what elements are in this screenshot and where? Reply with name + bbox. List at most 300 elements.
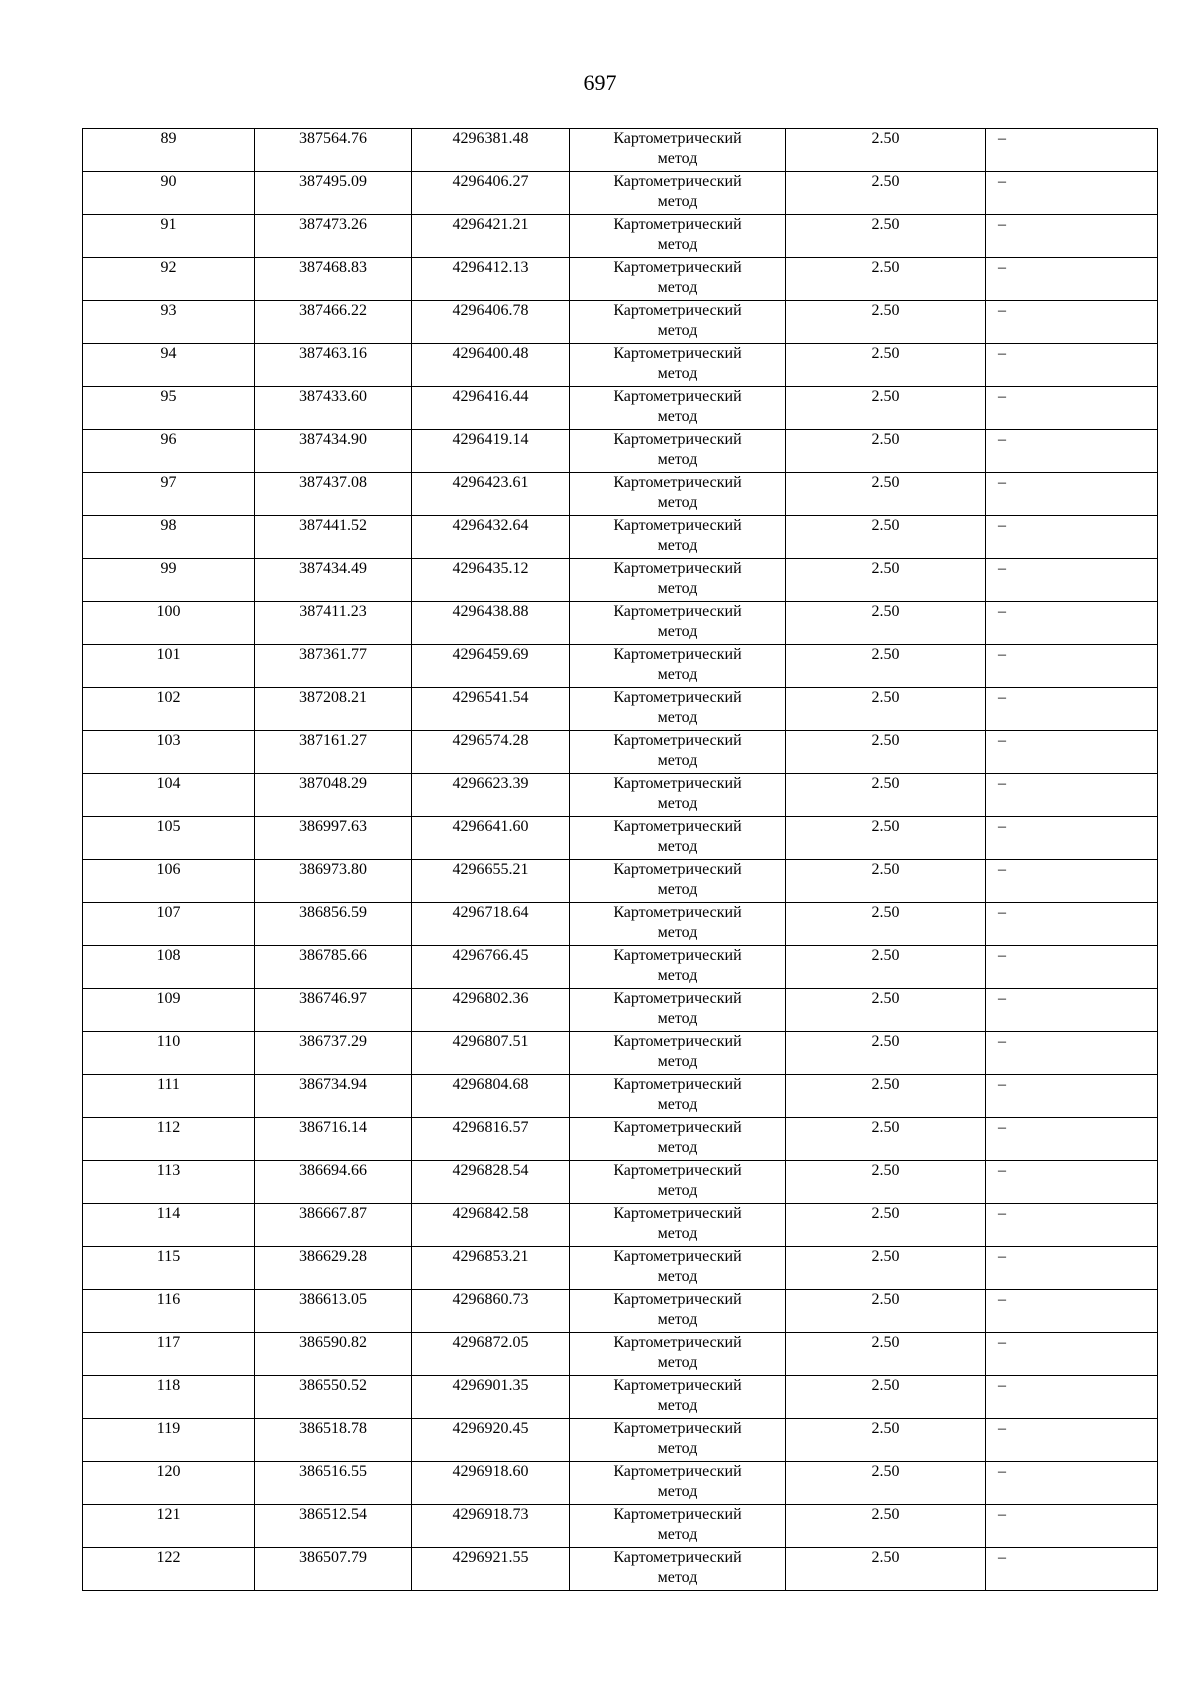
point-number-cell: 119 — [83, 1419, 255, 1462]
method-line-1: Картометрический — [613, 173, 742, 190]
y-coordinate-cell: 4296807.51 — [412, 1032, 570, 1075]
x-coordinate-cell: 386997.63 — [255, 817, 412, 860]
y-coordinate-cell: 4296574.28 — [412, 731, 570, 774]
x-coordinate-cell: 386516.55 — [255, 1462, 412, 1505]
x-coordinate-cell: 386694.66 — [255, 1161, 412, 1204]
method-line-1: Картометрический — [613, 1506, 742, 1523]
method-cell — [570, 344, 786, 387]
method-line-1: Картометрический — [613, 1033, 742, 1050]
y-coordinate-cell: 4296416.44 — [412, 387, 570, 430]
y-coordinate-cell: 4296718.64 — [412, 903, 570, 946]
note-cell: – — [986, 946, 1158, 989]
method-line-2: метод — [657, 1440, 698, 1457]
x-coordinate-cell: 387361.77 — [255, 645, 412, 688]
x-coordinate-cell: 386785.66 — [255, 946, 412, 989]
accuracy-cell: 2.50 — [786, 989, 986, 1032]
x-coordinate-cell: 387433.60 — [255, 387, 412, 430]
note-cell: – — [986, 473, 1158, 516]
method-line-2: метод — [657, 1311, 698, 1328]
method-line-2: метод — [657, 365, 698, 382]
note-cell: – — [986, 430, 1158, 473]
method-line-1: Картометрический — [613, 646, 742, 663]
method-line-1: Картометрический — [613, 1549, 742, 1566]
table-row — [83, 688, 1158, 731]
accuracy-cell: 2.50 — [786, 1032, 986, 1075]
note-cell: – — [986, 817, 1158, 860]
accuracy-cell: 2.50 — [786, 1118, 986, 1161]
point-number-cell: 96 — [83, 430, 255, 473]
note-cell: – — [986, 1290, 1158, 1333]
x-coordinate-cell: 387208.21 — [255, 688, 412, 731]
y-coordinate-cell: 4296381.48 — [412, 129, 570, 172]
method-line-2: метод — [657, 150, 698, 167]
method-cell — [570, 1548, 786, 1591]
method-line-1: Картометрический — [613, 689, 742, 706]
method-cell — [570, 774, 786, 817]
accuracy-cell: 2.50 — [786, 602, 986, 645]
point-number-cell: 121 — [83, 1505, 255, 1548]
method-line-2: метод — [657, 580, 698, 597]
table-row — [83, 602, 1158, 645]
point-number-cell: 91 — [83, 215, 255, 258]
method-cell — [570, 258, 786, 301]
point-number-cell: 111 — [83, 1075, 255, 1118]
table-row — [83, 1161, 1158, 1204]
accuracy-cell: 2.50 — [786, 1505, 986, 1548]
method-line-2: метод — [657, 408, 698, 425]
note-cell: – — [986, 602, 1158, 645]
point-number-cell: 106 — [83, 860, 255, 903]
method-cell — [570, 1333, 786, 1376]
method-cell — [570, 559, 786, 602]
method-line-2: метод — [657, 1268, 698, 1285]
method-line-2: метод — [657, 1096, 698, 1113]
note-cell: – — [986, 860, 1158, 903]
method-line-2: метод — [657, 881, 698, 898]
coordinates-table-body — [83, 129, 1158, 1591]
accuracy-cell: 2.50 — [786, 559, 986, 602]
accuracy-cell: 2.50 — [786, 946, 986, 989]
table-row — [83, 860, 1158, 903]
y-coordinate-cell: 4296459.69 — [412, 645, 570, 688]
method-line-1: Картометрический — [613, 1162, 742, 1179]
method-cell — [570, 989, 786, 1032]
point-number-cell: 117 — [83, 1333, 255, 1376]
x-coordinate-cell: 387564.76 — [255, 129, 412, 172]
note-cell: – — [986, 215, 1158, 258]
y-coordinate-cell: 4296419.14 — [412, 430, 570, 473]
x-coordinate-cell: 387463.16 — [255, 344, 412, 387]
y-coordinate-cell: 4296828.54 — [412, 1161, 570, 1204]
method-line-1: Картометрический — [613, 818, 742, 835]
y-coordinate-cell: 4296901.35 — [412, 1376, 570, 1419]
method-cell — [570, 1419, 786, 1462]
point-number-cell: 103 — [83, 731, 255, 774]
note-cell: – — [986, 1505, 1158, 1548]
note-cell: – — [986, 989, 1158, 1032]
accuracy-cell: 2.50 — [786, 430, 986, 473]
point-number-cell: 99 — [83, 559, 255, 602]
method-cell — [570, 387, 786, 430]
table-row — [83, 774, 1158, 817]
y-coordinate-cell: 4296872.05 — [412, 1333, 570, 1376]
method-line-1: Картометрический — [613, 130, 742, 147]
point-number-cell: 95 — [83, 387, 255, 430]
x-coordinate-cell: 386856.59 — [255, 903, 412, 946]
accuracy-cell: 2.50 — [786, 1290, 986, 1333]
x-coordinate-cell: 387495.09 — [255, 172, 412, 215]
method-line-1: Картометрический — [613, 1377, 742, 1394]
x-coordinate-cell: 387434.49 — [255, 559, 412, 602]
note-cell: – — [986, 1118, 1158, 1161]
accuracy-cell: 2.50 — [786, 1462, 986, 1505]
x-coordinate-cell: 386629.28 — [255, 1247, 412, 1290]
method-line-2: метод — [657, 709, 698, 726]
x-coordinate-cell: 386734.94 — [255, 1075, 412, 1118]
accuracy-cell: 2.50 — [786, 1333, 986, 1376]
table-row — [83, 1462, 1158, 1505]
point-number-cell: 101 — [83, 645, 255, 688]
note-cell: – — [986, 1419, 1158, 1462]
note-cell: – — [986, 387, 1158, 430]
x-coordinate-cell: 387411.23 — [255, 602, 412, 645]
y-coordinate-cell: 4296804.68 — [412, 1075, 570, 1118]
point-number-cell: 92 — [83, 258, 255, 301]
page-number: 697 — [583, 70, 617, 95]
note-cell: – — [986, 688, 1158, 731]
method-cell — [570, 1290, 786, 1333]
x-coordinate-cell: 386667.87 — [255, 1204, 412, 1247]
y-coordinate-cell: 4296920.45 — [412, 1419, 570, 1462]
note-cell: – — [986, 559, 1158, 602]
method-cell — [570, 129, 786, 172]
method-cell — [570, 1505, 786, 1548]
note-cell: – — [986, 172, 1158, 215]
note-cell: – — [986, 903, 1158, 946]
method-line-2: метод — [657, 236, 698, 253]
y-coordinate-cell: 4296400.48 — [412, 344, 570, 387]
accuracy-cell: 2.50 — [786, 645, 986, 688]
accuracy-cell: 2.50 — [786, 387, 986, 430]
y-coordinate-cell: 4296918.60 — [412, 1462, 570, 1505]
point-number-cell: 113 — [83, 1161, 255, 1204]
table-row — [83, 473, 1158, 516]
x-coordinate-cell: 387437.08 — [255, 473, 412, 516]
y-coordinate-cell: 4296435.12 — [412, 559, 570, 602]
point-number-cell: 105 — [83, 817, 255, 860]
accuracy-cell: 2.50 — [786, 1247, 986, 1290]
x-coordinate-cell: 387466.22 — [255, 301, 412, 344]
method-line-2: метод — [657, 494, 698, 511]
table-row — [83, 1290, 1158, 1333]
method-line-2: метод — [657, 838, 698, 855]
method-line-2: метод — [657, 279, 698, 296]
point-number-cell: 112 — [83, 1118, 255, 1161]
method-line-1: Картометрический — [613, 603, 742, 620]
method-line-1: Картометрический — [613, 1119, 742, 1136]
method-line-2: метод — [657, 1483, 698, 1500]
accuracy-cell: 2.50 — [786, 516, 986, 559]
table-row — [83, 1032, 1158, 1075]
method-line-1: Картометрический — [613, 388, 742, 405]
x-coordinate-cell: 386716.14 — [255, 1118, 412, 1161]
table-row — [83, 1204, 1158, 1247]
method-cell — [570, 688, 786, 731]
table-row — [83, 301, 1158, 344]
point-number-cell: 110 — [83, 1032, 255, 1075]
accuracy-cell: 2.50 — [786, 129, 986, 172]
y-coordinate-cell: 4296438.88 — [412, 602, 570, 645]
method-cell — [570, 1204, 786, 1247]
point-number-cell: 97 — [83, 473, 255, 516]
method-line-1: Картометрический — [613, 517, 742, 534]
note-cell: – — [986, 1032, 1158, 1075]
method-line-1: Картометрический — [613, 1205, 742, 1222]
method-line-1: Картометрический — [613, 861, 742, 878]
table-row — [83, 946, 1158, 989]
method-line-2: метод — [657, 322, 698, 339]
y-coordinate-cell: 4296918.73 — [412, 1505, 570, 1548]
y-coordinate-cell: 4296816.57 — [412, 1118, 570, 1161]
accuracy-cell: 2.50 — [786, 215, 986, 258]
point-number-cell: 104 — [83, 774, 255, 817]
x-coordinate-cell: 387468.83 — [255, 258, 412, 301]
x-coordinate-cell: 386590.82 — [255, 1333, 412, 1376]
accuracy-cell: 2.50 — [786, 473, 986, 516]
note-cell: – — [986, 129, 1158, 172]
method-line-2: метод — [657, 967, 698, 984]
note-cell: – — [986, 516, 1158, 559]
method-cell — [570, 473, 786, 516]
method-cell — [570, 1118, 786, 1161]
method-cell — [570, 903, 786, 946]
table-row — [83, 516, 1158, 559]
method-line-2: метод — [657, 193, 698, 210]
method-cell — [570, 1161, 786, 1204]
table-row — [83, 1376, 1158, 1419]
y-coordinate-cell: 4296423.61 — [412, 473, 570, 516]
point-number-cell: 102 — [83, 688, 255, 731]
note-cell: – — [986, 1376, 1158, 1419]
x-coordinate-cell: 386613.05 — [255, 1290, 412, 1333]
method-cell — [570, 516, 786, 559]
table-row — [83, 387, 1158, 430]
y-coordinate-cell: 4296432.64 — [412, 516, 570, 559]
accuracy-cell: 2.50 — [786, 1204, 986, 1247]
y-coordinate-cell: 4296842.58 — [412, 1204, 570, 1247]
point-number-cell: 116 — [83, 1290, 255, 1333]
x-coordinate-cell: 386550.52 — [255, 1376, 412, 1419]
table-row — [83, 731, 1158, 774]
accuracy-cell: 2.50 — [786, 903, 986, 946]
point-number-cell: 118 — [83, 1376, 255, 1419]
x-coordinate-cell: 387048.29 — [255, 774, 412, 817]
note-cell: – — [986, 344, 1158, 387]
point-number-cell: 114 — [83, 1204, 255, 1247]
y-coordinate-cell: 4296860.73 — [412, 1290, 570, 1333]
method-line-2: метод — [657, 451, 698, 468]
method-cell — [570, 946, 786, 989]
method-cell — [570, 301, 786, 344]
method-line-1: Картометрический — [613, 1291, 742, 1308]
note-cell: – — [986, 1161, 1158, 1204]
method-line-1: Картометрический — [613, 732, 742, 749]
accuracy-cell: 2.50 — [786, 301, 986, 344]
accuracy-cell: 2.50 — [786, 258, 986, 301]
method-line-1: Картометрический — [613, 1334, 742, 1351]
point-number-cell: 98 — [83, 516, 255, 559]
accuracy-cell: 2.50 — [786, 1376, 986, 1419]
table-row — [83, 172, 1158, 215]
x-coordinate-cell: 386512.54 — [255, 1505, 412, 1548]
y-coordinate-cell: 4296802.36 — [412, 989, 570, 1032]
method-cell — [570, 430, 786, 473]
method-cell — [570, 1032, 786, 1075]
method-line-2: метод — [657, 1182, 698, 1199]
table-row — [83, 430, 1158, 473]
method-cell — [570, 731, 786, 774]
table-row — [83, 1075, 1158, 1118]
method-line-1: Картометрический — [613, 345, 742, 362]
method-line-1: Картометрический — [613, 904, 742, 921]
table-row — [83, 1505, 1158, 1548]
point-number-cell: 122 — [83, 1548, 255, 1591]
method-cell — [570, 1462, 786, 1505]
y-coordinate-cell: 4296641.60 — [412, 817, 570, 860]
method-line-1: Картометрический — [613, 775, 742, 792]
x-coordinate-cell: 387434.90 — [255, 430, 412, 473]
method-cell — [570, 215, 786, 258]
y-coordinate-cell: 4296541.54 — [412, 688, 570, 731]
table-row — [83, 559, 1158, 602]
point-number-cell: 120 — [83, 1462, 255, 1505]
method-line-1: Картометрический — [613, 1076, 742, 1093]
method-cell — [570, 1376, 786, 1419]
point-number-cell: 100 — [83, 602, 255, 645]
accuracy-cell: 2.50 — [786, 1548, 986, 1591]
accuracy-cell: 2.50 — [786, 344, 986, 387]
x-coordinate-cell: 387161.27 — [255, 731, 412, 774]
point-number-cell: 107 — [83, 903, 255, 946]
method-line-2: метод — [657, 623, 698, 640]
coordinates-table — [82, 128, 1158, 1591]
method-line-2: метод — [657, 1569, 698, 1586]
method-line-1: Картометрический — [613, 1248, 742, 1265]
method-cell — [570, 172, 786, 215]
y-coordinate-cell: 4296412.13 — [412, 258, 570, 301]
y-coordinate-cell: 4296406.27 — [412, 172, 570, 215]
table-row — [83, 645, 1158, 688]
method-line-2: метод — [657, 1397, 698, 1414]
x-coordinate-cell: 387441.52 — [255, 516, 412, 559]
point-number-cell: 90 — [83, 172, 255, 215]
accuracy-cell: 2.50 — [786, 1419, 986, 1462]
method-line-2: метод — [657, 1010, 698, 1027]
note-cell: – — [986, 1548, 1158, 1591]
accuracy-cell: 2.50 — [786, 1161, 986, 1204]
table-row — [83, 1419, 1158, 1462]
method-line-1: Картометрический — [613, 474, 742, 491]
x-coordinate-cell: 386518.78 — [255, 1419, 412, 1462]
x-coordinate-cell: 387473.26 — [255, 215, 412, 258]
method-line-1: Картометрический — [613, 431, 742, 448]
method-line-2: метод — [657, 924, 698, 941]
accuracy-cell: 2.50 — [786, 774, 986, 817]
point-number-cell: 109 — [83, 989, 255, 1032]
method-cell — [570, 602, 786, 645]
method-line-2: метод — [657, 1139, 698, 1156]
x-coordinate-cell: 386746.97 — [255, 989, 412, 1032]
note-cell: – — [986, 1333, 1158, 1376]
point-number-cell: 115 — [83, 1247, 255, 1290]
y-coordinate-cell: 4296623.39 — [412, 774, 570, 817]
note-cell: – — [986, 645, 1158, 688]
method-line-1: Картометрический — [613, 947, 742, 964]
method-cell — [570, 645, 786, 688]
method-cell — [570, 1075, 786, 1118]
y-coordinate-cell: 4296655.21 — [412, 860, 570, 903]
method-line-2: метод — [657, 1225, 698, 1242]
y-coordinate-cell: 4296421.21 — [412, 215, 570, 258]
table-row — [83, 129, 1158, 172]
note-cell: – — [986, 1247, 1158, 1290]
method-cell — [570, 1247, 786, 1290]
x-coordinate-cell: 386737.29 — [255, 1032, 412, 1075]
y-coordinate-cell: 4296853.21 — [412, 1247, 570, 1290]
note-cell: – — [986, 774, 1158, 817]
point-number-cell: 94 — [83, 344, 255, 387]
method-line-2: метод — [657, 1526, 698, 1543]
method-line-2: метод — [657, 666, 698, 683]
table-row — [83, 1548, 1158, 1591]
note-cell: – — [986, 1204, 1158, 1247]
method-cell — [570, 817, 786, 860]
method-line-1: Картометрический — [613, 216, 742, 233]
table-row — [83, 903, 1158, 946]
note-cell: – — [986, 301, 1158, 344]
method-line-1: Картометрический — [613, 259, 742, 276]
method-line-1: Картометрический — [613, 560, 742, 577]
table-row — [83, 1247, 1158, 1290]
table-row — [83, 258, 1158, 301]
method-line-2: метод — [657, 1053, 698, 1070]
point-number-cell: 89 — [83, 129, 255, 172]
table-row — [83, 215, 1158, 258]
point-number-cell: 93 — [83, 301, 255, 344]
table-row — [83, 1118, 1158, 1161]
point-number-cell: 108 — [83, 946, 255, 989]
accuracy-cell: 2.50 — [786, 731, 986, 774]
method-cell — [570, 860, 786, 903]
y-coordinate-cell: 4296921.55 — [412, 1548, 570, 1591]
table-row — [83, 817, 1158, 860]
method-line-2: метод — [657, 752, 698, 769]
method-line-1: Картометрический — [613, 1420, 742, 1437]
method-line-1: Картометрический — [613, 302, 742, 319]
accuracy-cell: 2.50 — [786, 1075, 986, 1118]
y-coordinate-cell: 4296406.78 — [412, 301, 570, 344]
table-row — [83, 1333, 1158, 1376]
note-cell: – — [986, 1075, 1158, 1118]
method-line-1: Картометрический — [613, 990, 742, 1007]
x-coordinate-cell: 386973.80 — [255, 860, 412, 903]
method-line-2: метод — [657, 537, 698, 554]
accuracy-cell: 2.50 — [786, 860, 986, 903]
method-line-2: метод — [657, 1354, 698, 1371]
table-row — [83, 344, 1158, 387]
accuracy-cell: 2.50 — [786, 172, 986, 215]
method-line-1: Картометрический — [613, 1463, 742, 1480]
